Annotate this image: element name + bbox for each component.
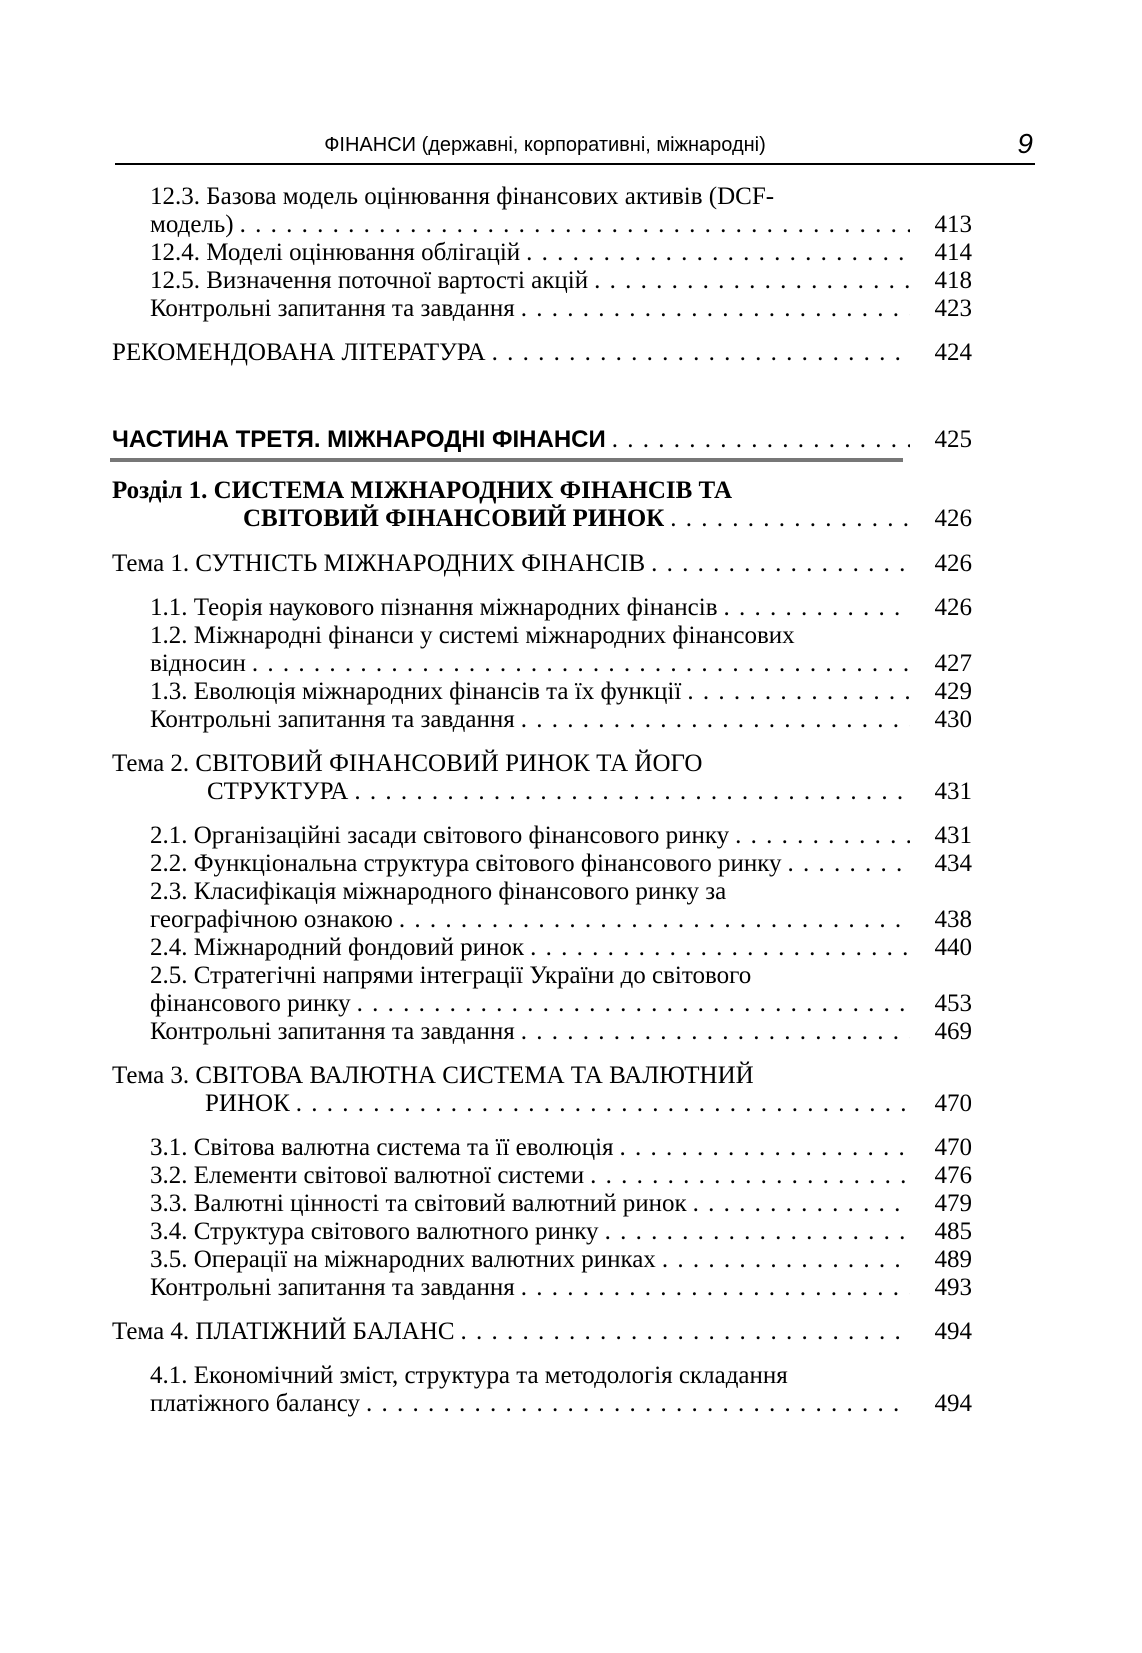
toc-entry-line1: 2.5. Стратегічні напрями інтеграції України до світового bbox=[150, 962, 752, 989]
toc-entry-text: 3.4. Структура світового валютного ринку bbox=[150, 1218, 599, 1245]
toc-entry bbox=[150, 294, 972, 324]
toc-page-number: 429 bbox=[934, 678, 972, 705]
toc-topic-heading bbox=[205, 1089, 972, 1119]
toc-entry-line1: 1.2. Міжнародні фінанси у системі міжнародних фінансових bbox=[150, 622, 795, 649]
toc-page-number: 476 bbox=[934, 1162, 972, 1189]
toc-entry-line1: 12.3. Базова модель оцінювання фінансових активів (DCF- bbox=[150, 183, 775, 210]
toc-page-number: 430 bbox=[934, 706, 972, 733]
toc-page-number: 485 bbox=[934, 1218, 972, 1245]
toc-entry-text: 3.2. Елементи світової валютної системи bbox=[150, 1162, 585, 1189]
toc-page-number: 494 bbox=[934, 1390, 972, 1417]
toc-page-number: 469 bbox=[934, 1018, 972, 1045]
toc-entry bbox=[150, 677, 972, 707]
toc-page-number: 414 bbox=[934, 239, 972, 266]
toc-page-number: 426 bbox=[934, 505, 972, 532]
toc-topic-line1: Тема 3. СВІТОВА ВАЛЮТНА СИСТЕМА ТА ВАЛЮТНИЙ bbox=[112, 1062, 754, 1089]
toc-page-number: 426 bbox=[934, 594, 972, 621]
toc-entry-text: 2.4. Міжнародний фондовий ринок bbox=[150, 934, 525, 961]
toc-entry bbox=[150, 1389, 972, 1419]
toc-page-number: 438 bbox=[934, 906, 972, 933]
toc-page-number: 489 bbox=[934, 1246, 972, 1273]
toc-topic-heading bbox=[207, 777, 972, 807]
toc-entry-text: РЕКОМЕНДОВАНА ЛІТЕРАТУРА bbox=[112, 339, 486, 366]
toc-page-number: 427 bbox=[934, 650, 972, 677]
toc-entry-text: 12.5. Визначення поточної вартості акцій bbox=[150, 267, 589, 294]
part-heading-rule bbox=[110, 458, 903, 462]
toc-entry bbox=[150, 989, 972, 1019]
toc-page-number: 424 bbox=[934, 339, 972, 366]
toc-entry-text: платіжного балансу bbox=[150, 1390, 360, 1417]
toc-topic-heading bbox=[112, 549, 972, 579]
toc-entry-literature bbox=[112, 338, 972, 368]
toc-entry bbox=[150, 238, 972, 268]
toc-entry-text: Контрольні запитання та завдання bbox=[150, 706, 515, 733]
toc-entry bbox=[150, 1273, 972, 1303]
toc-entry bbox=[150, 1017, 972, 1047]
toc-section-line1: Розділ 1. СИСТЕМА МІЖНАРОДНИХ ФІНАНСІВ ТА bbox=[112, 477, 733, 504]
toc-entry-text: Контрольні запитання та завдання bbox=[150, 1274, 515, 1301]
toc-page-number: 423 bbox=[934, 295, 972, 322]
toc-entry bbox=[150, 649, 972, 679]
toc-entry-text: Тема 1. СУТНІСТЬ МІЖНАРОДНИХ ФІНАНСІВ bbox=[112, 550, 646, 577]
toc-page-number: 493 bbox=[934, 1274, 972, 1301]
toc-page-number: 426 bbox=[934, 550, 972, 577]
toc-entry bbox=[150, 905, 972, 935]
toc-entry-line1: 2.3. Класифікація міжнародного фінансового ринку за bbox=[150, 878, 727, 905]
toc-page-number: 431 bbox=[934, 822, 972, 849]
toc-topic-line1: Тема 2. СВІТОВИЙ ФІНАНСОВИЙ РИНОК ТА ЙОГО bbox=[112, 750, 703, 777]
toc-entry-text: географічною ознакою bbox=[150, 906, 393, 933]
toc-entry bbox=[150, 933, 972, 963]
toc-entry-text: 1.3. Еволюція міжнародних фінансів та їх функції bbox=[150, 678, 682, 705]
toc-entry-text: 3.5. Операції на міжнародних валютних ринках bbox=[150, 1246, 656, 1273]
toc-part-heading bbox=[112, 425, 972, 455]
toc-entry-text: модель) bbox=[150, 211, 234, 238]
toc-entry bbox=[150, 1245, 972, 1275]
toc-entry-text: Тема 4. ПЛАТІЖНИЙ БАЛАНС bbox=[112, 1318, 455, 1345]
toc-entry-text: РИНОК bbox=[205, 1090, 290, 1117]
toc-entry-text: СВІТОВИЙ ФІНАНСОВИЙ РИНОК bbox=[243, 505, 665, 532]
page-header bbox=[115, 128, 1035, 160]
toc-entry bbox=[150, 821, 972, 851]
toc-page-number: 434 bbox=[934, 850, 972, 877]
header-rule bbox=[115, 163, 1035, 165]
toc-entry bbox=[150, 705, 972, 735]
toc-page-number: 440 bbox=[934, 934, 972, 961]
toc-page-number: 453 bbox=[934, 990, 972, 1017]
toc-section-heading bbox=[243, 504, 972, 534]
toc-entry-text: ЧАСТИНА ТРЕТЯ. МІЖНАРОДНІ ФІНАНСИ bbox=[112, 426, 606, 453]
toc-page-number: 431 bbox=[934, 778, 972, 805]
toc-entry-text: 2.2. Функціональна структура світового фінансового ринку bbox=[150, 850, 782, 877]
toc-page-number: 479 bbox=[934, 1190, 972, 1217]
toc-entry-text: 3.3. Валютні цінності та світовий валютний ринок bbox=[150, 1190, 687, 1217]
toc-entry-text: 1.1. Теорія наукового пізнання міжнародних фінансів bbox=[150, 594, 718, 621]
toc-entry-text: 3.1. Світова валютна система та її еволюція bbox=[150, 1134, 614, 1161]
running-title: ФІНАНСИ (державні, корпоративні, міжнародні) bbox=[324, 134, 766, 156]
toc-entry-text: 2.1. Організаційні засади світового фінансового ринку bbox=[150, 822, 730, 849]
toc-entry bbox=[150, 849, 972, 879]
toc-page-number: 418 bbox=[934, 267, 972, 294]
toc-entry bbox=[150, 210, 972, 240]
toc-entry-line1: 4.1. Економічний зміст, структура та методологія складання bbox=[150, 1362, 788, 1389]
toc-page-number: 425 bbox=[934, 426, 972, 453]
toc-entry-text: 12.4. Моделі оцінювання облігацій bbox=[150, 239, 521, 266]
toc-entry bbox=[150, 1161, 972, 1191]
toc-entry-text: СТРУКТУРА bbox=[207, 778, 349, 805]
toc-entry bbox=[150, 1217, 972, 1247]
toc-entry bbox=[150, 1133, 972, 1163]
toc-entry-text: Контрольні запитання та завдання bbox=[150, 1018, 515, 1045]
toc-topic-heading bbox=[112, 1317, 972, 1347]
toc-page-number: 470 bbox=[934, 1090, 972, 1117]
toc-page-number: 470 bbox=[934, 1134, 972, 1161]
toc-entry bbox=[150, 266, 972, 296]
toc-entry bbox=[150, 1189, 972, 1219]
toc-entry-text: відносин bbox=[150, 650, 246, 677]
toc-entry-text: фінансового ринку bbox=[150, 990, 351, 1017]
toc-page-number: 494 bbox=[934, 1318, 972, 1345]
toc-page-number: 413 bbox=[934, 211, 972, 238]
toc-entry bbox=[150, 593, 972, 623]
page-number: 9 bbox=[1017, 128, 1033, 159]
toc-entry-text: Контрольні запитання та завдання bbox=[150, 295, 515, 322]
